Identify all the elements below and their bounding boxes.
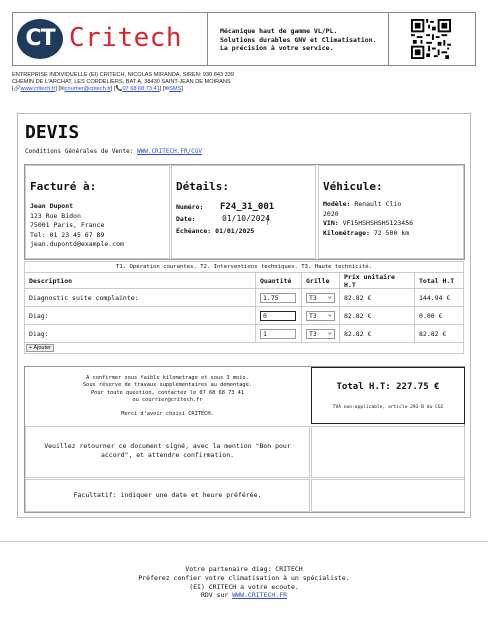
grid-select[interactable]: T3 ⌄ [306, 329, 335, 339]
sign-text: accord", et attendre confirmation. [100, 451, 235, 459]
sign-text: Veuillez retourner ce document signé, avec la mention "Bon pour [44, 442, 291, 450]
grid-legend: T1. Opération courantes. T2. Interventions techniques. T3. Haute technicité. [24, 261, 464, 273]
row-description: Diag: [25, 325, 256, 342]
grid-select[interactable]: T3 ⌄ [306, 293, 335, 303]
tagline-line: Mécanique haut de gamme VL/PL. [220, 27, 338, 35]
footer-line: Votre partenaire diag: CRITECH [185, 565, 303, 573]
vin-value: VF15HSHSHSHS123456 [342, 219, 414, 227]
row-description: Diag: [25, 307, 256, 324]
tva-note: TVA non-applicable, article 293 B du CGI [332, 405, 444, 410]
optional-text: Facultatif: indiquer une date et heure préférée. [73, 491, 262, 499]
km-label: Kilométrage: [323, 228, 370, 237]
row-unit-price: 82.82 € [340, 325, 415, 342]
tagline [208, 13, 389, 65]
signature-field[interactable] [311, 426, 465, 478]
company-line: ENTREPRISE INDIVIDUELLE (EI) CRITECH, NICOLAS MIRANDA, SIREN: 930 843 339 [12, 72, 234, 78]
sign-box [25, 426, 310, 478]
col-total: Total H.T [419, 276, 455, 285]
note-line: Sous réserve de travaux supplementaires au démontage. [82, 382, 253, 389]
optional-box [25, 479, 310, 512]
footer-line [0, 591, 488, 600]
add-row [24, 343, 464, 354]
table-row [24, 307, 464, 325]
vehicle-fields [323, 200, 413, 238]
cgv-link[interactable]: WWW.CRITECH.FR/CGV [137, 148, 203, 155]
row-unit-price: 82.82 € [340, 307, 415, 324]
mail-icon: ✉ [60, 86, 65, 93]
date-label: Date: [176, 215, 196, 223]
website-link[interactable]: www.critech.fr [20, 86, 56, 93]
header [12, 12, 476, 66]
tagline-line: La précision à votre service. [220, 44, 334, 52]
logo-name: Critech [69, 23, 183, 53]
email-link[interactable]: courrier@critech.fr [64, 86, 111, 93]
footer-line: Préferez confier votre climatisation à un spécialiste. [138, 573, 350, 582]
details-box [171, 165, 316, 259]
echeance-value: 01/01/2025 [215, 227, 255, 235]
table-header [24, 273, 464, 289]
echeance-label: Échéance: [176, 227, 212, 235]
billed-details [30, 202, 124, 250]
grid-select[interactable]: T3 ⌄ [306, 311, 335, 321]
qr-code-icon [411, 19, 451, 59]
col-description: Description [25, 273, 256, 288]
table-row [24, 325, 464, 343]
phone-link[interactable]: 07 68 68 73 41 [122, 86, 160, 93]
footer-website-link[interactable]: WWW.CRITECH.FR [232, 591, 288, 600]
row-description: Diagnostic suite complainte: [25, 289, 256, 306]
total-box [311, 367, 465, 424]
client-tel: Tel: 01 23 45 67 89 [30, 230, 105, 239]
client-email: jean.dupontd@example.com [30, 240, 124, 248]
col-grid: Grille [302, 273, 340, 288]
web-icon: 🔗 [13, 86, 21, 93]
note-line: A confirmer sous faible kilometrage et sous 3 mois. [86, 375, 249, 381]
total-value: Total H.T: 227.75 € [336, 382, 440, 392]
col-unit-price: Prix unitaire H.T [340, 273, 415, 288]
row-total: 82.82 € [419, 329, 447, 338]
vin-label: VIN: [323, 219, 339, 227]
km-value: 72 500 km [373, 228, 410, 237]
vehicle-box [318, 165, 464, 259]
sms-icon: ✉ [164, 86, 170, 93]
sign-instruction [26, 442, 309, 460]
footer-rdv: RDV sur [200, 591, 229, 600]
details-heading: Détails: [176, 180, 229, 193]
qr-cell [389, 13, 475, 65]
billed-heading: Facturé à: [30, 180, 97, 193]
model-value: Renault Clio [354, 200, 402, 208]
notes [25, 375, 310, 418]
client-city: 75001 Paris, France [30, 221, 105, 229]
footer-line: (EI) CRITECH a votre ecoute. [189, 582, 299, 591]
company-address: CHEMIN DE L'ARCHAT, LES CORDELIERS, BAT A, 38430 SAINT-JEAN DE MOIRANS [12, 79, 231, 86]
date-input[interactable]: 01/10/2024 [222, 214, 271, 223]
row-total: 144.94 € [419, 293, 451, 302]
table-row [24, 289, 464, 307]
cgv-line [25, 148, 202, 155]
logo-area [13, 13, 208, 65]
note-line: ou courrier@critech.fr [132, 396, 203, 403]
phone-icon: 📞 [115, 86, 123, 93]
numero-label: Numéro: [176, 203, 204, 211]
col-quantity: Quantité [256, 273, 302, 288]
numero-value: F24_31_001 [220, 202, 275, 212]
row-total: 0.00 € [419, 311, 443, 320]
company-info [12, 72, 234, 94]
tagline-line: Solutions durables GNV et Climatisation. [220, 35, 377, 44]
preferred-date-field[interactable] [311, 479, 465, 512]
doc-title: DEVIS [25, 122, 80, 143]
client-name: Jean Dupont [30, 202, 74, 210]
cgv-label: Conditions Générales de Vente: [25, 148, 134, 155]
details-fields [176, 203, 314, 237]
model-label: Modèle: [323, 200, 351, 208]
sms-link[interactable]: SMS [169, 86, 182, 93]
row-unit-price: 82.82 € [340, 289, 415, 306]
footer [0, 565, 488, 600]
qty-input[interactable]: 0 [260, 311, 296, 321]
qty-input[interactable]: 1.75 [260, 293, 296, 303]
thanks-line: Merci d'avoir choisi CRITECH. [121, 411, 214, 418]
footer-divider [0, 541, 488, 542]
company-contacts: [🔗www.critech.fr] [✉courrier@critech.fr] [📞07 68 68 73 41] [✉SMS] [12, 86, 183, 93]
logo-mark: CT [17, 19, 63, 59]
vehicle-heading: Véhicule: [323, 180, 383, 193]
vehicle-year: 2020 [323, 209, 339, 218]
add-row-button[interactable]: + Ajouter [26, 344, 54, 352]
billed-box [25, 165, 170, 259]
note-line: Pour toute question, contactez le 07 68 68 73 41 [90, 389, 245, 396]
client-street: 123 Rue Bidon [30, 211, 81, 220]
qty-input[interactable]: 1 [260, 329, 296, 339]
